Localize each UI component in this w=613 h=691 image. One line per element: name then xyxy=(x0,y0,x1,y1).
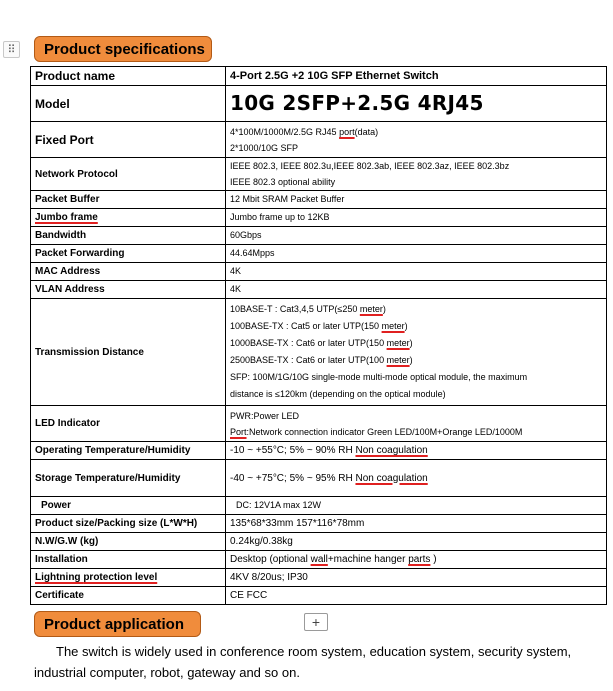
table-row xyxy=(31,299,607,406)
row-label: Transmission Distance xyxy=(31,299,226,406)
table-row xyxy=(31,587,607,605)
row-value: 60Gbps xyxy=(226,227,607,245)
row-value: Jumbo frame up to 12KB xyxy=(226,209,607,227)
text: -40 ~ +75°C; 5% ~ 95% RH xyxy=(230,472,356,484)
row-value xyxy=(226,551,607,569)
product-specifications-heading: Product specifications xyxy=(34,36,212,62)
text: IEEE 802.3 optional ability xyxy=(230,177,336,187)
text: 2*1000/10G SFP xyxy=(230,142,299,153)
table-row xyxy=(31,209,607,227)
underlined-word: Non coagulation xyxy=(355,472,428,484)
text: (data) xyxy=(354,126,379,137)
row-label: Product name xyxy=(31,67,226,86)
table-row xyxy=(31,515,607,533)
text: ) xyxy=(430,554,437,565)
underlined-word: Lightning xyxy=(35,572,84,583)
row-label: Operating Temperature/Humidity xyxy=(31,442,226,460)
row-label: Model xyxy=(31,86,226,122)
row-value: 4-Port 2.5G +2 10G SFP Ethernet Switch xyxy=(226,67,607,86)
row-label: Storage Temperature/Humidity xyxy=(31,460,226,497)
row-label xyxy=(31,569,226,587)
table-row xyxy=(31,263,607,281)
underlined-word: Non coagulation xyxy=(355,445,428,456)
row-value: 4KV 8/20us; IP30 xyxy=(226,569,607,587)
row-value xyxy=(226,406,607,442)
text: 2500BASE-TX : Cat6 or later UTP(100 xyxy=(230,355,387,365)
model-value: 10G 2SFP+2.5G 4RJ45 xyxy=(226,86,607,122)
underlined-word: parts xyxy=(408,554,431,565)
paragraph-line: The switch is widely used in conference room system, education system, security system, xyxy=(56,644,572,659)
row-value: 0.24kg/0.38kg xyxy=(226,533,607,551)
row-label: LED Indicator xyxy=(31,406,226,442)
text: SFP: 100M/1G/10G single-mode multi-mode optical module, the maximum xyxy=(230,372,528,382)
row-label: Power xyxy=(31,497,226,515)
text: ) xyxy=(382,304,386,314)
text: IEEE 802.3, IEEE 802.3u,IEEE 802.3ab, IEEE 802.3az, IEEE 802.3bz xyxy=(230,161,510,171)
row-label: Fixed Port xyxy=(31,122,226,158)
application-paragraph xyxy=(34,641,594,683)
spec-table xyxy=(30,66,607,605)
table-row xyxy=(31,281,607,299)
underlined-word: port xyxy=(339,126,355,137)
text: 100BASE-TX : Cat5 or later UTP(150 xyxy=(230,321,382,331)
table-row xyxy=(31,86,607,122)
paragraph-line: industrial computer, robot, gateway and so on. xyxy=(34,665,300,680)
row-value xyxy=(226,122,607,158)
product-application-heading: Product application xyxy=(34,611,201,637)
table-row xyxy=(31,67,607,86)
table-row xyxy=(31,569,607,587)
row-value xyxy=(226,158,607,191)
text: :Network connection indicator Green LED/100M+Orange LED/1000M xyxy=(246,426,523,437)
text: PWR:Power LED xyxy=(230,410,300,421)
row-label xyxy=(31,209,226,227)
row-label: Packet Forwarding xyxy=(31,245,226,263)
text: 4*100M/1000M/2.5G RJ45 xyxy=(230,126,340,137)
row-value xyxy=(226,442,607,460)
table-row xyxy=(31,122,607,158)
table-row xyxy=(31,191,607,209)
row-value: 12 Mbit SRAM Packet Buffer xyxy=(226,191,607,209)
row-label: Network Protocol xyxy=(31,158,226,191)
text: distance is ≤120km (depending on the optical module) xyxy=(230,389,446,399)
row-value: DC: 12V1A max 12W xyxy=(226,497,607,515)
row-label: Packet Buffer xyxy=(31,191,226,209)
text: -10 ~ +55°C; 5% ~ 90% RH xyxy=(230,445,356,456)
drag-handle-icon[interactable]: ⠿ xyxy=(3,41,20,58)
row-label: Bandwidth xyxy=(31,227,226,245)
row-label: Certificate xyxy=(31,587,226,605)
row-value: 135*68*33mm 157*116*78mm xyxy=(226,515,607,533)
table-row xyxy=(31,497,607,515)
table-row xyxy=(31,245,607,263)
table-row xyxy=(31,158,607,191)
text: +machine hanger xyxy=(327,554,409,565)
row-value: CE FCC xyxy=(226,587,607,605)
text: 10BASE-T : Cat3,4,5 UTP(≤250 xyxy=(230,304,360,314)
underlined-word: meter xyxy=(359,304,383,314)
text: ) xyxy=(409,338,413,348)
row-value: 4K xyxy=(226,281,607,299)
row-label: VLAN Address xyxy=(31,281,226,299)
row-value: 44.64Mpps xyxy=(226,245,607,263)
underlined-word: meter xyxy=(386,355,410,365)
text: Desktop (optional xyxy=(230,554,311,565)
table-row xyxy=(31,551,607,569)
text: 1000BASE-TX : Cat6 or later UTP(150 xyxy=(230,338,387,348)
table-row xyxy=(31,533,607,551)
row-value xyxy=(226,460,607,497)
underlined-word: meter xyxy=(386,338,410,348)
row-value xyxy=(226,299,607,406)
underlined-word: Port xyxy=(230,426,247,437)
text: ) xyxy=(404,321,408,331)
table-row xyxy=(31,227,607,245)
row-label: Product size/Packing size (L*W*H) xyxy=(31,515,226,533)
table-row xyxy=(31,460,607,497)
row-label: Installation xyxy=(31,551,226,569)
underlined-word: Jumbo frame xyxy=(35,212,98,223)
row-label: N.W/G.W (kg) xyxy=(31,533,226,551)
underlined-word: protection level xyxy=(83,572,158,583)
underlined-word: wall xyxy=(310,554,328,565)
row-label: MAC Address xyxy=(31,263,226,281)
table-row xyxy=(31,442,607,460)
underlined-word: meter xyxy=(381,321,405,331)
add-row-icon[interactable]: + xyxy=(304,613,328,631)
row-value: 4K xyxy=(226,263,607,281)
text: ) xyxy=(409,355,413,365)
table-row xyxy=(31,406,607,442)
